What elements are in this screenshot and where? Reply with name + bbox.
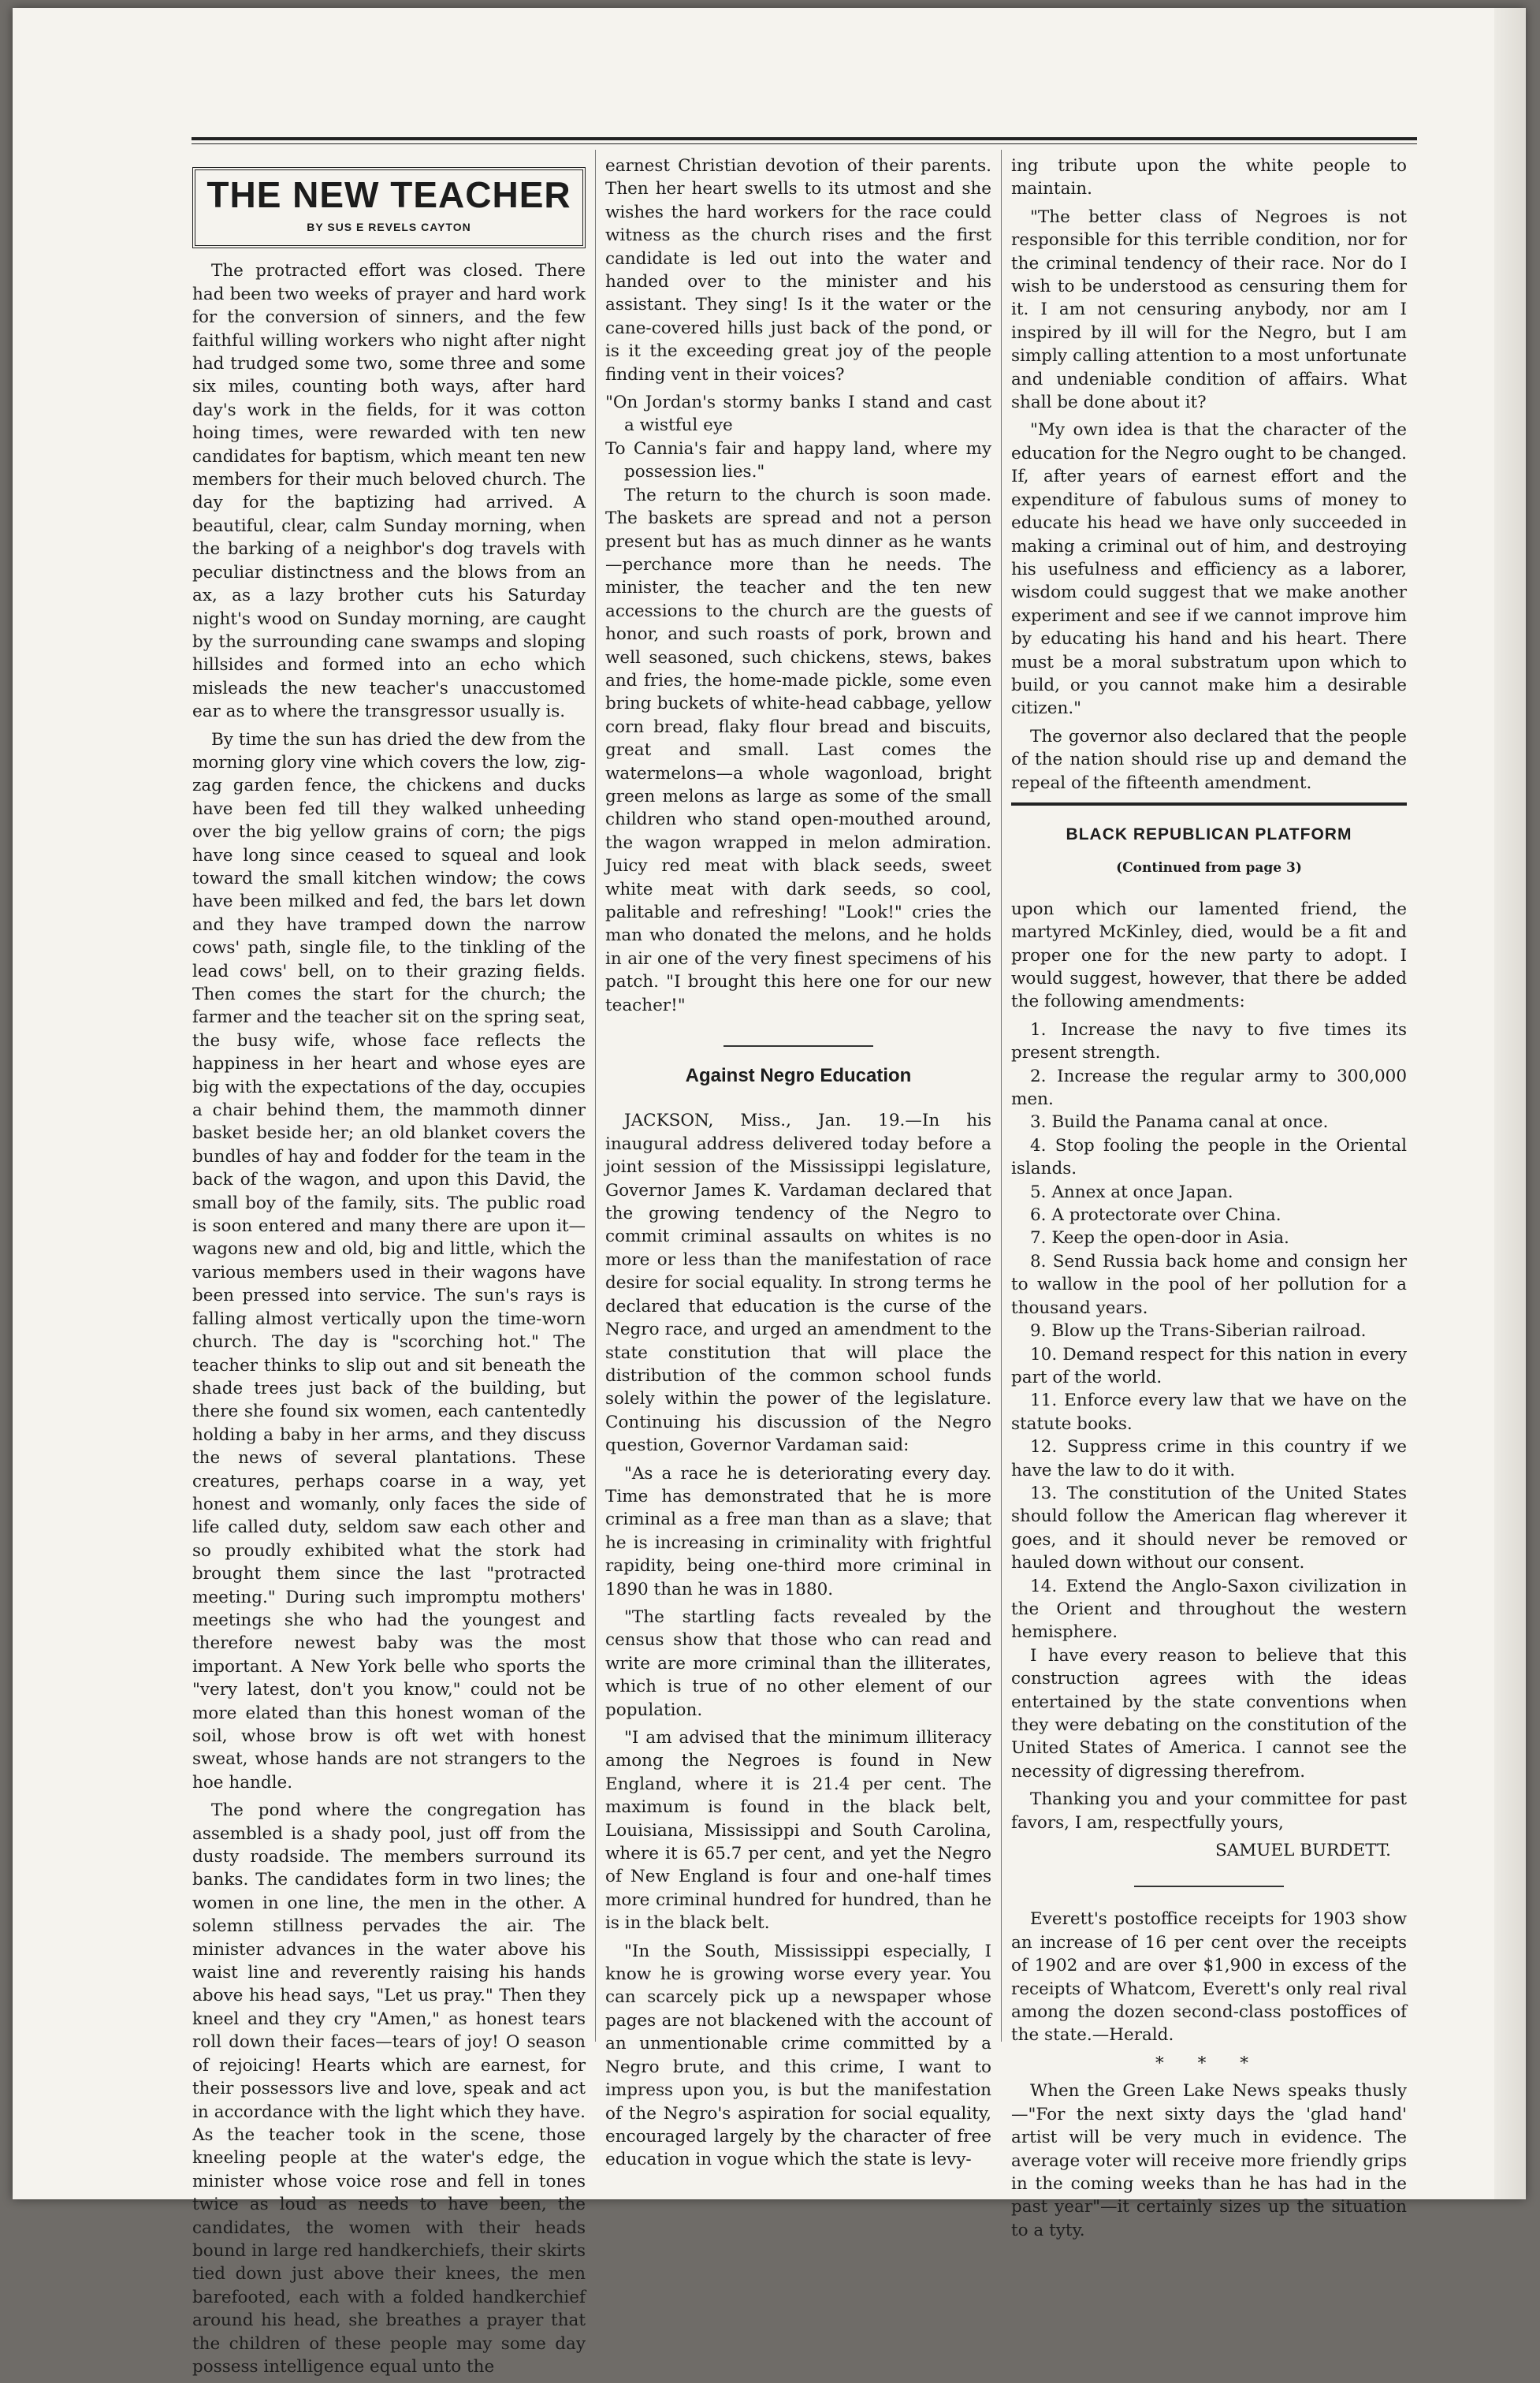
- list-item: 4. Stop fooling the people in the Oriental islands.: [1011, 1135, 1407, 1179]
- paragraph: By time the sun has dried the dew from the morning glory vine which covers the low, zig-zag garden fence, the chickens and ducks have been fed till they walked unheeding over the big yellow grains of corn; the pigs have long since ceased to squeal and look toward the small kitchen window; the cows have been milked and fed, the bars let down and they have tramped down the narrow cows' path, single file, to the tinkling of the lead cows' bell, on to their grazing fields. Then comes the start for the church; the farmer and the teacher sit on the spring seat, the busy wife, whose face reflects the happiness in her heart and whose eyes are big with the expectations of the day, occupies a chair behind them, the mammoth dinner basket beside her; an old blanket covers the bundles of hay and fodder for the team in the back of the wagon, and upon this David, the small boy of the family, sits. The public road is soon entered and many there are upon it—wagons new and old, big and little, which the various members used in their wagons have been pressed into service. The sun's rays is falling almost vertically upon the time-worn church. The day is "scorching hot." The teacher thinks to slip out and sit beneath the shade trees just back of the building, but there she found six women, each cantentedly holding a baby in her arms, and they discuss the news of several plantations. These creatures, perhaps coarse in a way, yet honest and womanly, only faces the side of life called duty, seldom saw each other and so proudly exhibited what the stork had brought them since the last "protracted meeting." During such impromptu mothers' meetings she who had the youngest and therefore newest baby was the most important. A New York belle who sports the "very latest, don't you know," could not be more elated than this honest woman of the soil, whose brow is oft wet with honest sweat, whose hands are not strangers to the hoe handle.: [192, 729, 586, 1793]
- paragraph: The governor also declared that the people of the nation should rise up and demand the repeal of the fifteenth amendment.: [1011, 726, 1407, 793]
- page-fold-shadow: [1494, 8, 1526, 2199]
- section-subheading: (Continued from page 3): [1116, 860, 1302, 877]
- section-divider: [1134, 1886, 1284, 1887]
- paragraph: "As a race he is deteriorating every day. Time has demonstrated that he is more criminal as a free man than as a slave; that he is increasing in criminality with frightful rapidity, being one-third more criminal in 1890 than he was in 1880.: [605, 1463, 991, 1599]
- list-item: 1. Increase the navy to five times its present strength.: [1011, 1019, 1407, 1063]
- article-byline: BY SUS E REVELS CAYTON: [307, 221, 471, 233]
- paragraph: ing tribute upon the white people to maintain.: [1011, 156, 1407, 199]
- header-rule-thin: [192, 143, 1417, 144]
- list-item: 5. Annex at once Japan.: [1030, 1182, 1233, 1202]
- column-2: [605, 155, 991, 2176]
- paragraph: upon which our lamented friend, the martyred McKinley, died, would be a fit and proper one for the new party to adopt. I would suggest, however, that there be added the following amendments:: [1011, 899, 1407, 1012]
- header-rule-thick: [192, 137, 1417, 140]
- article-title-box: [192, 167, 586, 248]
- column-3: [1011, 155, 1407, 2247]
- list-item: 9. Blow up the Trans-Siberian railroad.: [1030, 1321, 1367, 1342]
- newspaper-page: [13, 8, 1526, 2377]
- signature: SAMUEL BURDETT.: [1215, 1841, 1391, 1861]
- stars-separator: * * *: [1155, 2053, 1263, 2073]
- section-heading: Against Negro Education: [685, 1065, 912, 1087]
- paragraph: "I am advised that the minimum illiteracy among the Negroes is found in New England, where it is 21.4 per cent. The maximum is found in the black belt, Louisiana, Mississippi and South Carolina, where it is 65.7 per cent, and yet the Negro of New England is four and one-half times more criminal hundred for hundred, than he is in the black belt.: [605, 1728, 991, 1934]
- paragraph: I have every reason to believe that this construction agrees with the ideas entertained by the state conventions when they were debating on the constitution of the United States of America. I cannot see the necessity of digressing therefrom.: [1011, 1645, 1407, 1782]
- paragraph: The return to the church is soon made. The baskets are spread and not a person present but has as much dinner as he wants—perchance more than he needs. The minister, the teacher and the ten new accessions to the church are the guests of honor, and such roasts of pork, brown and well seasoned, such chickens, stews, bakes and fries, the home-made pickle, some even bring buckets of white-head cabbage, yellow corn bread, flaky flour bread and biscuits, great and small. Last comes the watermelons—a whole wagonload, bright green melons as large as some of the small children who stand open-mouthed around, the wagon wrapped in melon admiration. Juicy red meat with black seeds, sweet white meat with dark seeds, so cool, palitable and refreshing! "Look!" cries the man who donated the melons, and he holds in air one of the very finest specimens of his patch. "I brought this here one for our new teacher!": [605, 485, 991, 1015]
- paragraph: Thanking you and your committee for past favors, I am, respectfully yours,: [1011, 1789, 1407, 1833]
- paragraph: earnest Christian devotion of their parents. Then her heart swells to its utmost and she wishes the hard workers for the race could witness as the church rises and the first candidate is led out into the water and handed over to the minister and his assistant. They sing! Is it the water or the cane-covered hills just back of the pond, or is it the exceeding great joy of the people finding vent in their voices?: [605, 156, 991, 385]
- paragraph: When the Green Lake News speaks thusly—"For the next sixty days the 'glad hand' artist will be very much in evidence. The average voter will receive more friendly grips in the coming weeks than he has had in the past year"—it certainly sizes up the situation to a tyty.: [1011, 2081, 1407, 2240]
- section-heading: BLACK REPUBLICAN PLATFORM: [1066, 825, 1352, 843]
- list-item: 13. The constitution of the United States should follow the American flag wherever it goes, and it should never be removed or hauled down without our consent.: [1011, 1483, 1407, 1573]
- list-item: 14. Extend the Anglo-Saxon civilization in the Orient and throughout the western hemisphere.: [1011, 1576, 1407, 1643]
- list-item: 7. Keep the open-door in Asia.: [1030, 1228, 1289, 1249]
- article-title: THE NEW TEACHER: [206, 174, 571, 215]
- column-divider-1: [595, 150, 596, 2042]
- column-divider-2: [1001, 150, 1002, 2042]
- paragraph: "The better class of Negroes is not responsible for this terrible condition, nor for the criminal tendency of their race. Nor do I wish to be understood as censuring them for it. I am not censuring anybody, nor am I inspired by ill will for the Negro, but I am simply calling attention to a most unfortunate and undeniable condition of affairs. What shall be done about it?: [1011, 207, 1407, 413]
- list-item: 6. A protectorate over China.: [1030, 1205, 1281, 1226]
- poem-line: To Cannia's fair and happy land, where my possession lies.": [605, 438, 991, 482]
- paragraph: "In the South, Mississippi especially, I know he is growing worse every year. You can scarcely pick up a newspaper whose pages are not blackened with the account of an unmentionable crime committed by a Negro brute, and this crime, I want to impress upon you, is but the manifestation of the Negro's aspiration for social equality, encouraged largely by the character of free education in vogue which the state is levy-: [605, 1941, 991, 2170]
- paragraph: Everett's postoffice receipts for 1903 show an increase of 16 per cent over the receipts of 1902 and are over $1,900 in excess of the receipts of Whatcom, Everett's only real rival among the dozen second-class postoffices of the state.—Herald.: [1011, 1909, 1407, 2046]
- amendments-list: [1011, 1018, 1407, 1644]
- paragraph: "My own idea is that the character of the education for the Negro ought to be changed. If, after years of earnest effort and the expenditure of fabulous sums of money to educate his head we have only succeeded in making a criminal out of him, and destroying his usefulness and efficiency as a laborer, wisdom could suggest that we make another experiment and see if we cannot improve him by educating his hand and his heart. There must be a moral substratum upon which to build, or you cannot make him a desirable citizen.": [1011, 420, 1407, 719]
- paragraph: The pond where the congregation has assembled is a shady pool, just off from the dusty roadside. The members surround its banks. The candidates form in two lines; the women in one line, the men in the other. A solemn stillness pervades the air. The minister advances in the water above his waist line and reverently raising his hands above his head says, "Let us pray." Then they kneel and they cry "Amen," as honest tears roll down their faces—tears of joy! O season of rejoicing! Hearts which are earnest, for their possessors live and love, speak and act in accordance with the light which they have. As the teacher took in the scene, those kneeling people at the water's edge, the minister whose voice rose and fell in tones twice as loud as needs to have been, the candidates, the women with their heads bound in large red handkerchiefs, their skirts tied down just above their knees, the men barefooted, each with a folded handkerchief around his head, she breathes a prayer that the children of these people may some day possess intelligence equal unto the: [192, 1800, 586, 2377]
- list-item: 8. Send Russia back home and consign her to wallow in the pool of her pollution for a thousand years.: [1011, 1251, 1407, 1318]
- column-1: [192, 155, 586, 2383]
- list-item: 2. Increase the regular army to 300,000 men.: [1011, 1066, 1407, 1110]
- paragraph: JACKSON, Miss., Jan. 19.—In his inaugural address delivered today before a joint session of the Mississippi legislature, Governor James K. Vardaman declared that the growing tendency of the Negro to commit criminal assaults on whites is no more or less than the manifestation of race desire for social equality. In strong terms he declared that education is the curse of the Negro race, and urged an amendment to the state constitution that will place the distribution of the common school funds solely within the power of the legislature. Continuing his discussion of the Negro question, Governor Vardaman said:: [605, 1111, 991, 1456]
- poem-line: "On Jordan's stormy banks I stand and cast a wistful eye: [605, 393, 991, 436]
- section-divider-thick: [1011, 802, 1407, 806]
- list-item: 10. Demand respect for this nation in every part of the world.: [1011, 1344, 1407, 1387]
- list-item: 11. Enforce every law that we have on the statute books.: [1011, 1391, 1407, 1434]
- paragraph: The protracted effort was closed. There had been two weeks of prayer and hard work for the conversion of sinners, and the few faithful willing workers who night after night had trudged some two, some three and some six miles, counting both ways, after hard day's work in the fields, for it was cotton hoing times, were rewarded with ten new candidates for baptism, which meant ten new members for their much beloved church. The day for the baptizing had arrived. A beautiful, clear, calm Sunday morning, when the barking of a neighbor's dog travels with peculiar distinctness and the blows from an ax, as a lazy brother cuts his Saturday night's wood on Sunday morning, are caught by the surrounding cane swamps and sloping hillsides and formed into an echo which misleads the new teacher's unaccustomed ear as to where the transgressor usually is.: [192, 261, 586, 722]
- list-item: 12. Suppress crime in this country if we have the law to do it with.: [1011, 1437, 1407, 1480]
- list-item: 3. Build the Panama canal at once.: [1030, 1112, 1329, 1133]
- section-divider: [724, 1045, 873, 1047]
- paragraph: "The startling facts revealed by the census show that those who can read and write are more criminal than the illiterates, which is true of no other element of our population.: [605, 1607, 991, 1720]
